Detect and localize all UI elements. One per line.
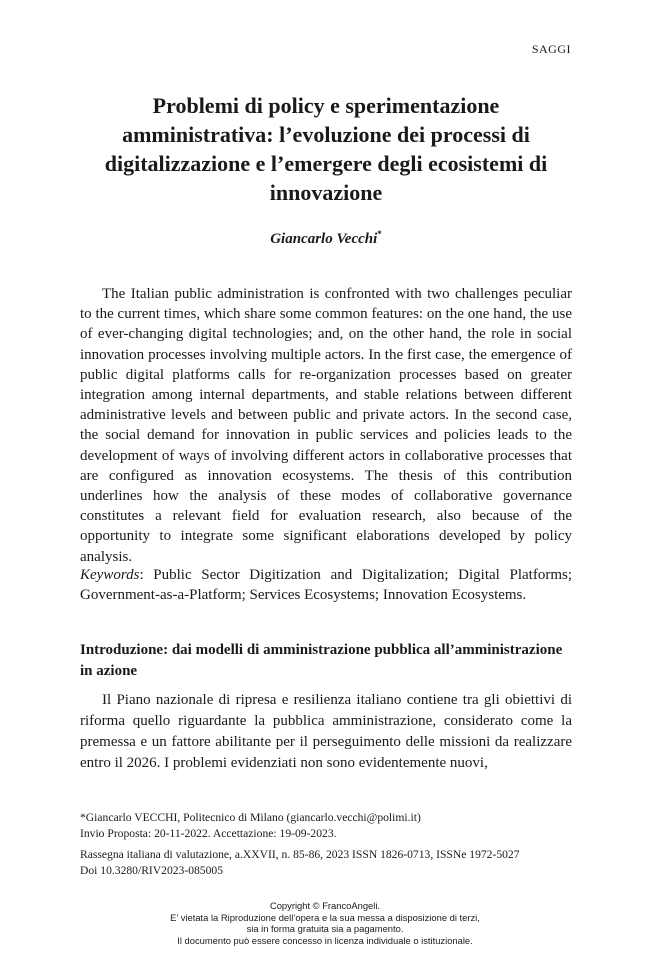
footnotes <box>80 810 580 878</box>
footnote-doi: Doi 10.3280/RIV2023-085005 <box>80 863 223 877</box>
article-title: Problemi di policy e sperimentazione amministrativa: l’evoluzione dei processi di digitalizzazione e l’emergere degli ecosistemi di innovazione <box>104 93 548 205</box>
section-label: SAGGI <box>531 42 571 56</box>
copyright-line: E’ vietata la Riproduzione dell’opera e la sua messa a disposizione di terzi, <box>170 911 480 923</box>
copyright-line: Copyright © FrancoAngeli. <box>269 900 381 911</box>
footnote-affiliation: *Giancarlo VECCHI, Politecnico di Milano (giancarlo.vecchi@polimi.it) <box>80 811 421 824</box>
body-paragraph: Il Piano nazionale di ripresa e resilienza italiano contiene tra gli obiettivi di riforma quello riguardante la pubblica amministrazione, considerato come la premessa e un fattore abilitante per il perseguimento delle missioni da realizzare entro il 2026. I problemi evidenziati non sono evidentemente nuovi, <box>80 692 572 771</box>
keywords <box>80 565 572 605</box>
keywords-text: : Public Sector Digitization and Digitalization; Digital Platforms; Government-as-a-Platform; Services Ecosystems; Innovation Ecosystems. <box>80 567 572 604</box>
abstract: The Italian public administration is confronted with two challenges peculiar to the current times, which share some common features: on the one hand, the use of ever-changing digital technologies; and, on the other hand, the role in social innovation processes involving multiple actors. In the first case, the emergence of public digital platforms calls for re-organization processes based on greater integration among internal departments, and stable relations between different administrative levels and between public and private actors. In the second case, the social demand for innovation in public services and policies leads to the development of ways of involving different actors in collaborative processes that are configured as innovation ecosystems. The thesis of this contribution underlines how the analysis of these modes of collaborative governance constitutes a relevant field for evaluation research, also because of the opportunity to integrate some significant elaborations developed by policy analysis. <box>80 286 572 565</box>
author-name: Giancarlo Vecchi <box>270 231 378 247</box>
footnote-submission: Invio Proposta: 20-11-2022. Accettazione: 19-09-2023. <box>80 826 337 840</box>
copyright-notice <box>0 900 650 946</box>
keywords-label: Keywords <box>80 567 140 583</box>
copyright-line: Il documento può essere concesso in licenza individuale o istituzionale. <box>177 934 473 946</box>
section-heading: Introduzione: dai modelli di amministrazione pubblica all’amministrazione in azione <box>80 642 563 679</box>
author-line <box>80 229 572 248</box>
author-footnote-mark: * <box>377 229 382 239</box>
footnote-journal: Rassegna italiana di valutazione, a.XXVII, n. 85-86, 2023 ISSN 1826-0713, ISSNe 1972-5027 <box>80 848 520 861</box>
copyright-line: sia in forma gratuita sia a pagamento. <box>246 923 404 934</box>
